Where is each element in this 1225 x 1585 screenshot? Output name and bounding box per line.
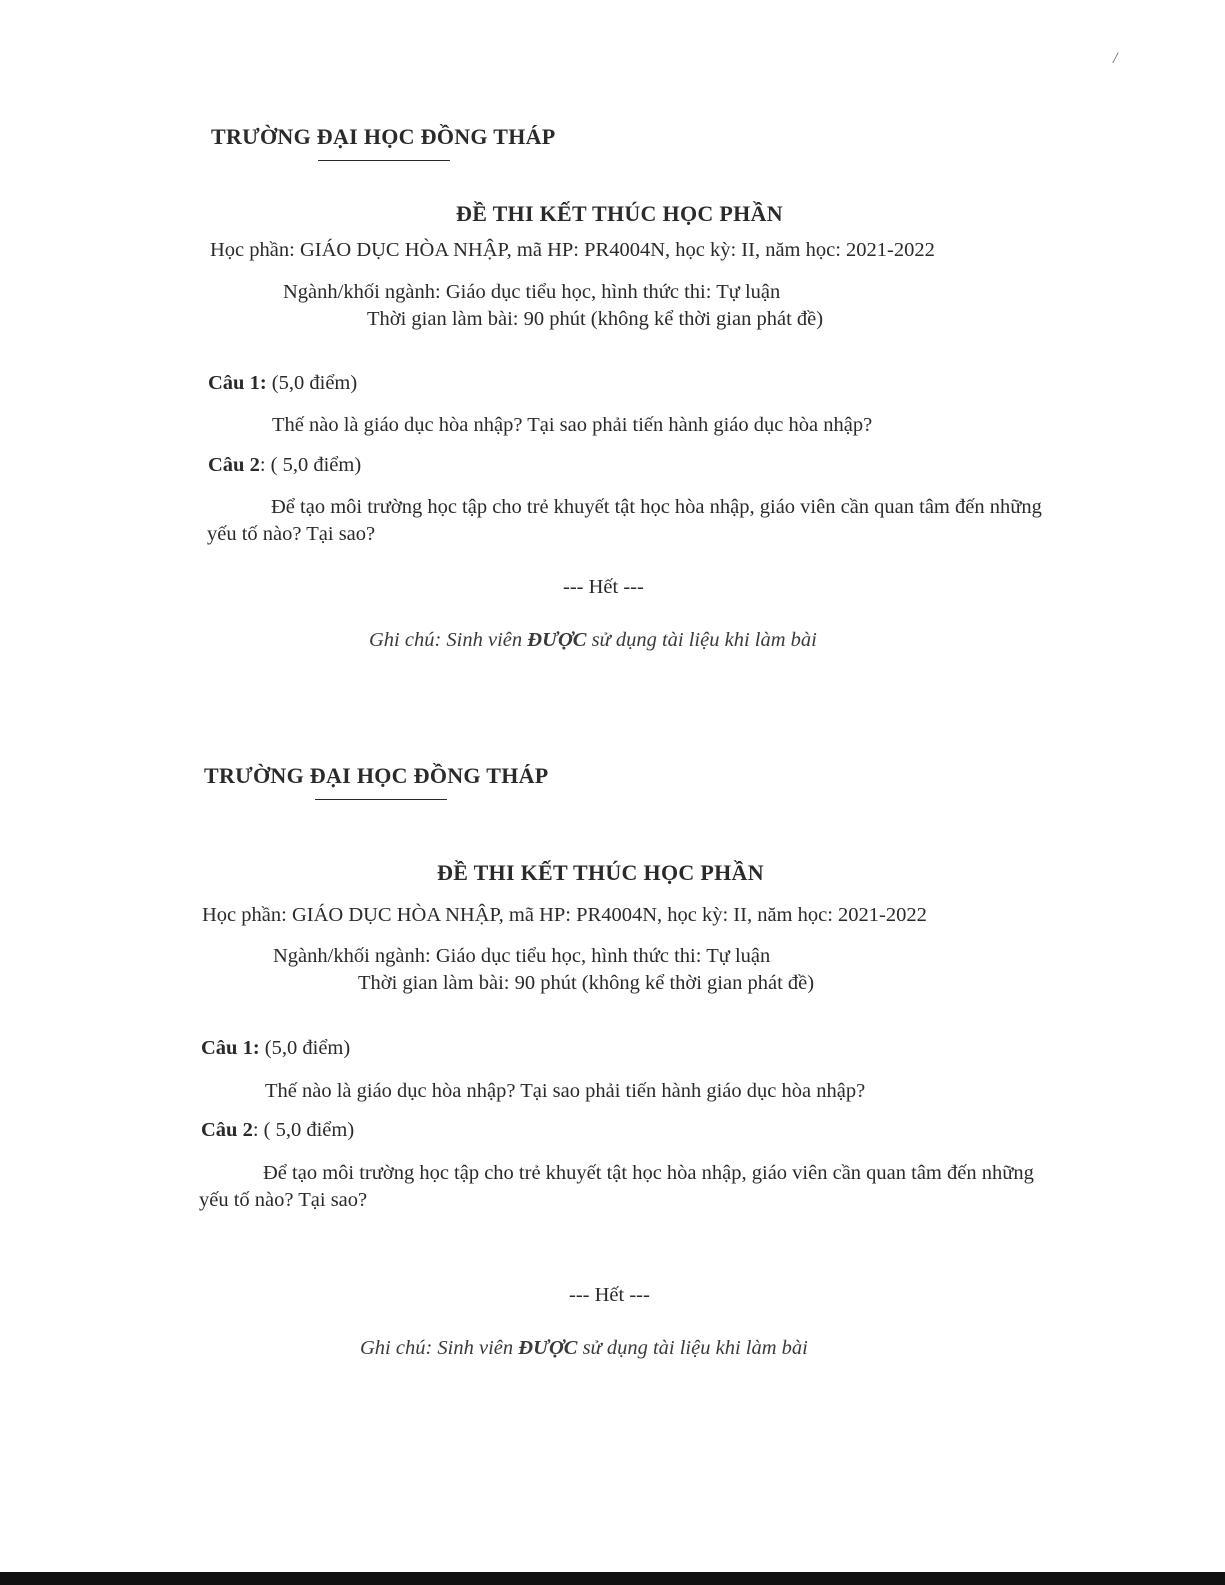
- page-mark: /: [1113, 50, 1118, 67]
- question-2-text: Để tạo môi trường học tập cho trẻ khuyết tật học hòa nhập, giáo viên cần quan tâm đến những yếu tố nào? Tại sao?: [207, 496, 1042, 545]
- question-1-points: (5,0 điểm): [266, 372, 358, 394]
- question-2-header: [208, 454, 361, 477]
- question-1-label: Câu 1:: [208, 372, 267, 394]
- footnote-suffix: sử dụng tài liệu khi làm bài: [577, 1337, 808, 1359]
- scan-edge-bar: [0, 1572, 1225, 1585]
- question-1-header: [201, 1037, 350, 1060]
- question-2-points: : ( 5,0 điểm): [252, 1119, 355, 1141]
- footnote: [369, 629, 817, 652]
- question-1-text: Thế nào là giáo dục hòa nhập? Tại sao phải tiến hành giáo dục hòa nhập?: [265, 1080, 866, 1102]
- end-marker: --- Hết ---: [563, 576, 644, 598]
- course-line: Học phần: GIÁO DỤC HÒA NHẬP, mã HP: PR4004N, học kỳ: II, năm học: 2021-2022: [202, 904, 927, 926]
- question-1-text: Thế nào là giáo dục hòa nhập? Tại sao phải tiến hành giáo dục hòa nhập?: [272, 414, 873, 436]
- school-underline: [315, 799, 447, 800]
- footnote-suffix: sử dụng tài liệu khi làm bài: [586, 629, 817, 651]
- footnote: [360, 1337, 808, 1360]
- footnote-emphasis: ĐƯỢC: [527, 629, 587, 651]
- time-line: Thời gian làm bài: 90 phút (không kể thời gian phát đề): [358, 972, 815, 994]
- major-line: Ngành/khối ngành: Giáo dục tiểu học, hình thức thi: Tự luận: [283, 281, 781, 303]
- end-marker: --- Hết ---: [569, 1284, 650, 1306]
- question-2-points: : ( 5,0 điểm): [259, 454, 362, 476]
- question-1-points: (5,0 điểm): [259, 1037, 351, 1059]
- exam-title: ĐỀ THI KẾT THÚC HỌC PHẦN: [437, 860, 764, 885]
- question-2-label: Câu 2: [201, 1119, 253, 1141]
- question-2-text: Để tạo môi trường học tập cho trẻ khuyết tật học hòa nhập, giáo viên cần quan tâm đến những yếu tố nào? Tại sao?: [199, 1162, 1034, 1211]
- major-line: Ngành/khối ngành: Giáo dục tiểu học, hình thức thi: Tự luận: [273, 945, 771, 967]
- course-line: Học phần: GIÁO DỤC HÒA NHẬP, mã HP: PR4004N, học kỳ: II, năm học: 2021-2022: [210, 239, 935, 261]
- footnote-prefix: Ghi chú: Sinh viên: [360, 1337, 519, 1359]
- question-2-header: [201, 1119, 354, 1142]
- question-1-header: [208, 372, 357, 395]
- exam-title: ĐỀ THI KẾT THÚC HỌC PHẦN: [456, 201, 783, 226]
- footnote-emphasis: ĐƯỢC: [518, 1337, 578, 1359]
- school-underline: [318, 160, 450, 161]
- question-2-label: Câu 2: [208, 454, 260, 476]
- school-name: TRƯỜNG ĐẠI HỌC ĐỒNG THÁP: [204, 763, 549, 788]
- time-line: Thời gian làm bài: 90 phút (không kể thời gian phát đề): [367, 308, 824, 330]
- question-1-label: Câu 1:: [201, 1037, 260, 1059]
- school-name: TRƯỜNG ĐẠI HỌC ĐỒNG THÁP: [211, 124, 556, 149]
- footnote-prefix: Ghi chú: Sinh viên: [369, 629, 528, 651]
